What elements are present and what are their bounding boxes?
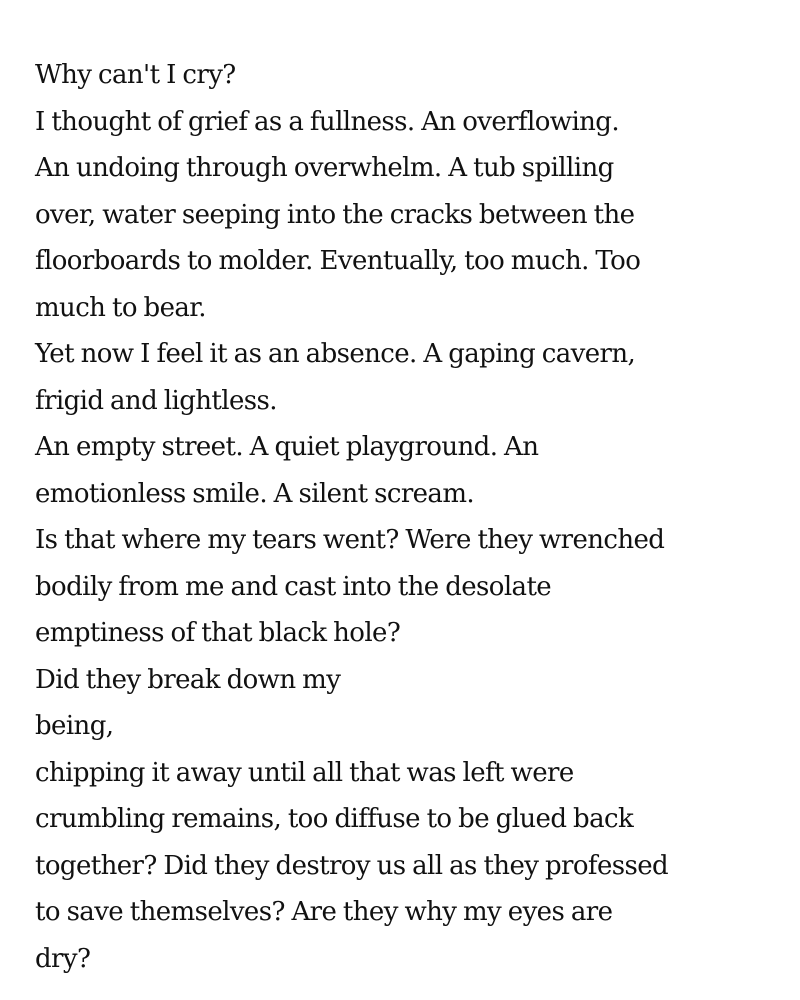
poem-line: being, [35,711,114,741]
poem-line: Is that where my tears went? Were they wrenched [35,525,665,555]
poem-line: bodily from me and cast into the desolate [35,571,552,602]
poem-line: floorboards to molder. Eventually, too much. Too [35,246,641,276]
poem-line: over, water seeping into the cracks between the [35,199,635,230]
poem-line: An undoing through overwhelm. A tub spilling [35,153,614,183]
poem-line: Yet now I feel it as an absence. A gaping cavern, [35,339,636,369]
poem-text [35,52,785,982]
poem-line: emotionless smile. A silent scream. [35,478,475,509]
poem-line: Why can't I cry? [35,60,236,90]
poem-line: together? Did they destroy us all as they professed [35,850,669,881]
poem-line: chipping it away until all that was left were [35,757,574,788]
poem-line: Did they break down my [35,664,341,695]
poem-line: emptiness of that black hole? [35,618,401,648]
poem-line: dry? [35,943,91,974]
poem-line: I thought of grief as a fullness. An overflowing. [35,106,620,137]
poem-line: crumbling remains, too diffuse to be glued back [35,804,634,834]
poem-line: An empty street. A quiet playground. An [35,432,539,462]
poem-line: to save themselves? Are they why my eyes are [35,897,613,927]
poem-line: much to bear. [35,292,206,323]
poem-line: frigid and lightless. [35,385,277,416]
